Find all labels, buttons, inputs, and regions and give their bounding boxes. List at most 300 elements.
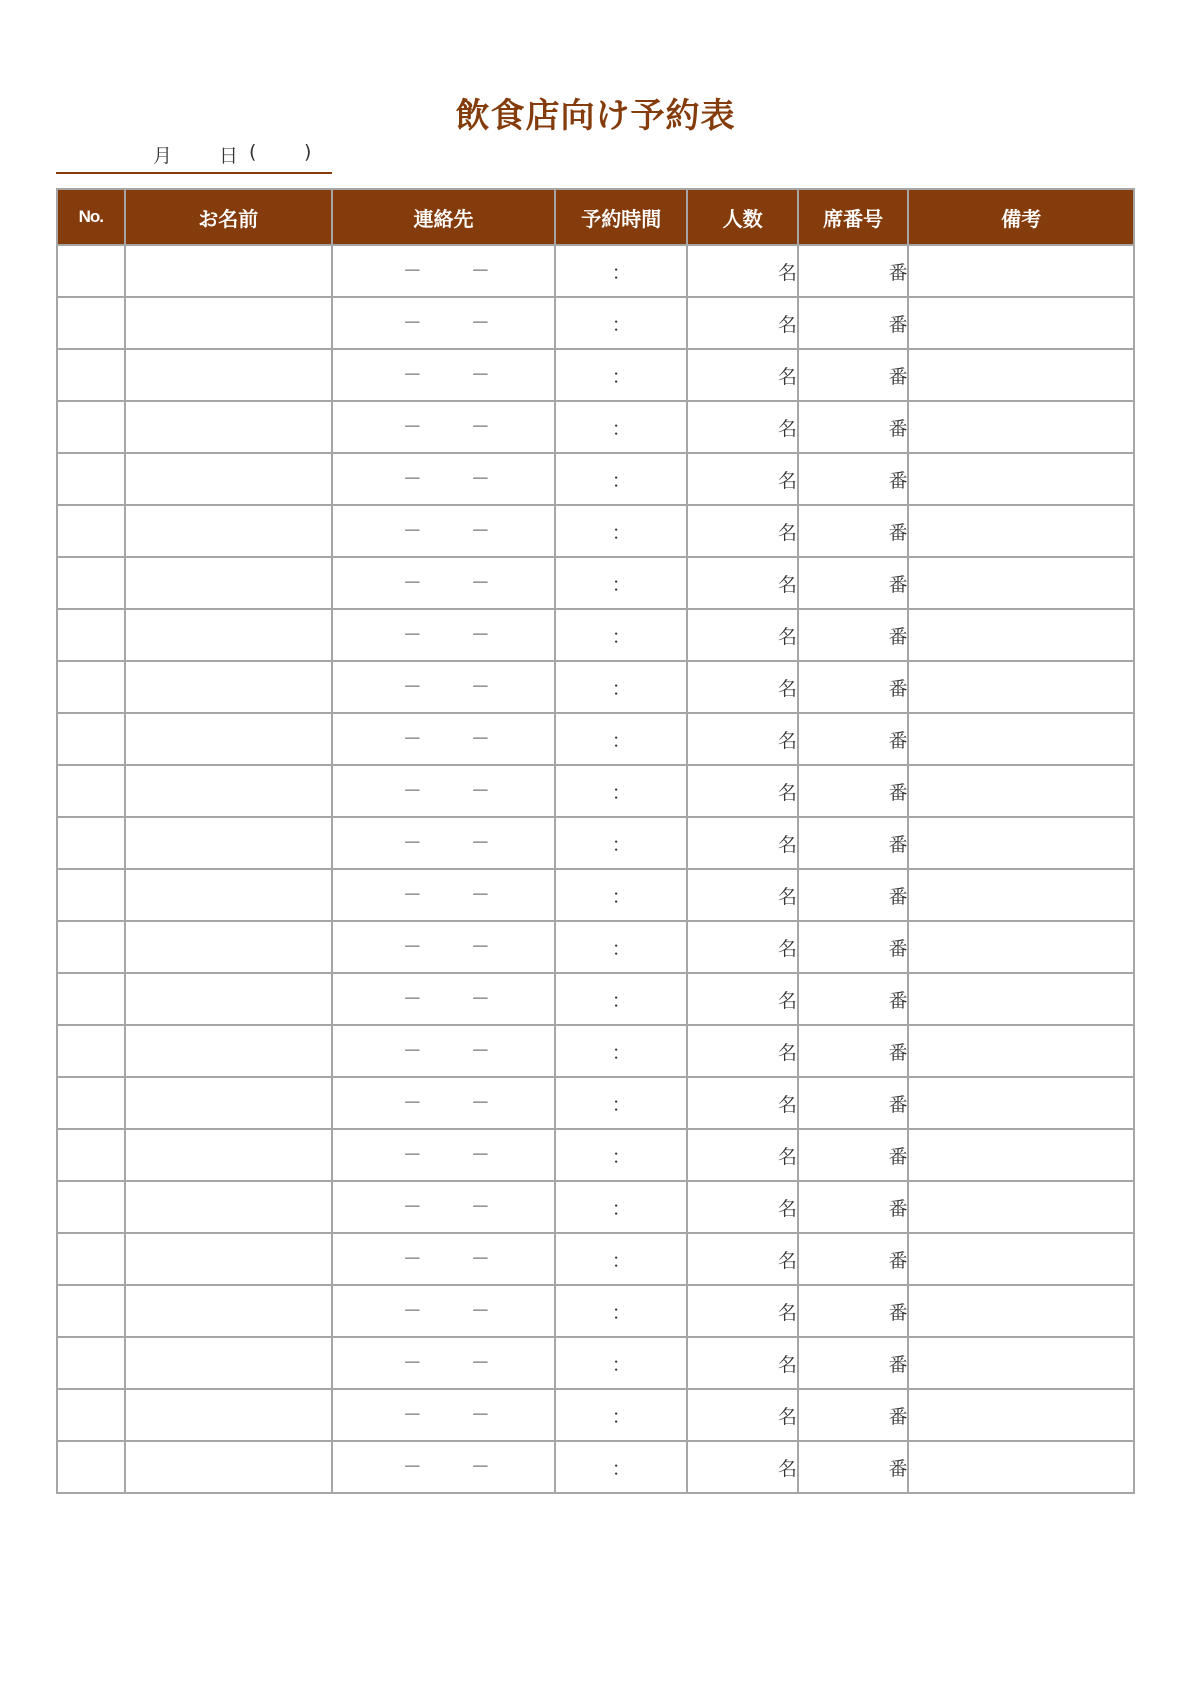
cell-name[interactable] bbox=[125, 505, 332, 557]
cell-notes[interactable] bbox=[908, 401, 1134, 453]
phone-separator: － bbox=[402, 780, 422, 803]
cell-notes[interactable] bbox=[908, 1441, 1134, 1493]
cell-no[interactable] bbox=[57, 661, 125, 713]
cell-seat[interactable] bbox=[798, 1077, 909, 1129]
seat-unit: 番 bbox=[888, 677, 908, 700]
table-row bbox=[57, 1389, 1134, 1441]
cell-notes[interactable] bbox=[908, 1285, 1134, 1337]
cell-people[interactable] bbox=[687, 401, 798, 453]
cell-name[interactable] bbox=[125, 245, 332, 297]
cell-time[interactable] bbox=[555, 505, 687, 557]
seat-unit: 番 bbox=[888, 833, 908, 856]
cell-seat[interactable] bbox=[798, 609, 909, 661]
cell-name[interactable] bbox=[125, 297, 332, 349]
table-row bbox=[57, 1285, 1134, 1337]
cell-notes[interactable] bbox=[908, 869, 1134, 921]
phone-separator: － bbox=[402, 1248, 422, 1271]
weekday-paren-open: ( bbox=[249, 141, 257, 163]
cell-name[interactable] bbox=[125, 557, 332, 609]
cell-notes[interactable] bbox=[908, 245, 1134, 297]
cell-no[interactable] bbox=[57, 869, 125, 921]
cell-people[interactable] bbox=[687, 557, 798, 609]
cell-seat[interactable] bbox=[798, 1233, 909, 1285]
phone-field bbox=[333, 818, 554, 868]
cell-time[interactable] bbox=[555, 557, 687, 609]
cell-people[interactable] bbox=[687, 1129, 798, 1181]
people-unit: 名 bbox=[777, 1405, 797, 1428]
seat-unit: 番 bbox=[888, 1041, 908, 1064]
cell-seat[interactable] bbox=[798, 453, 909, 505]
seat-unit: 番 bbox=[888, 937, 908, 960]
phone-separator: － bbox=[470, 468, 490, 491]
cell-contact[interactable] bbox=[332, 349, 555, 401]
table-row bbox=[57, 505, 1134, 557]
cell-contact[interactable] bbox=[332, 661, 555, 713]
phone-field bbox=[333, 558, 554, 608]
weekday-paren-close: ) bbox=[304, 141, 312, 163]
cell-no[interactable] bbox=[57, 713, 125, 765]
seat-unit: 番 bbox=[888, 1249, 908, 1272]
time-separator: ： bbox=[611, 313, 631, 336]
time-separator: ： bbox=[611, 677, 631, 700]
time-separator: ： bbox=[611, 1457, 631, 1480]
cell-name[interactable] bbox=[125, 609, 332, 661]
phone-separator: － bbox=[470, 1092, 490, 1115]
people-unit: 名 bbox=[777, 365, 797, 388]
phone-separator: － bbox=[402, 624, 422, 647]
cell-time[interactable] bbox=[555, 1129, 687, 1181]
cell-contact[interactable] bbox=[332, 297, 555, 349]
cell-name[interactable] bbox=[125, 869, 332, 921]
cell-name[interactable] bbox=[125, 973, 332, 1025]
phone-separator: － bbox=[402, 416, 422, 439]
cell-no[interactable] bbox=[57, 609, 125, 661]
cell-contact[interactable] bbox=[332, 1077, 555, 1129]
cell-name[interactable] bbox=[125, 921, 332, 973]
cell-no[interactable] bbox=[57, 557, 125, 609]
phone-separator: － bbox=[402, 364, 422, 387]
cell-people[interactable] bbox=[687, 1389, 798, 1441]
cell-contact[interactable] bbox=[332, 1441, 555, 1493]
time-separator: ： bbox=[611, 261, 631, 284]
phone-separator: － bbox=[402, 1144, 422, 1167]
cell-time[interactable] bbox=[555, 401, 687, 453]
cell-name[interactable] bbox=[125, 817, 332, 869]
seat-unit: 番 bbox=[888, 1301, 908, 1324]
cell-contact[interactable] bbox=[332, 817, 555, 869]
cell-people[interactable] bbox=[687, 869, 798, 921]
cell-no[interactable] bbox=[57, 765, 125, 817]
cell-time[interactable] bbox=[555, 1441, 687, 1493]
phone-separator: － bbox=[470, 572, 490, 595]
cell-time[interactable] bbox=[555, 609, 687, 661]
cell-contact[interactable] bbox=[332, 245, 555, 297]
people-unit: 名 bbox=[777, 573, 797, 596]
seat-unit: 番 bbox=[888, 313, 908, 336]
header-no: No. bbox=[57, 189, 125, 245]
cell-no[interactable] bbox=[57, 1441, 125, 1493]
cell-seat[interactable] bbox=[798, 401, 909, 453]
time-separator: ： bbox=[611, 521, 631, 544]
table-row bbox=[57, 1337, 1134, 1389]
cell-name[interactable] bbox=[125, 349, 332, 401]
cell-contact[interactable] bbox=[332, 1129, 555, 1181]
phone-separator: － bbox=[470, 1300, 490, 1323]
phone-field bbox=[333, 1234, 554, 1284]
cell-contact[interactable] bbox=[332, 453, 555, 505]
people-unit: 名 bbox=[777, 1197, 797, 1220]
cell-no[interactable] bbox=[57, 1025, 125, 1077]
cell-contact[interactable] bbox=[332, 1233, 555, 1285]
cell-people[interactable] bbox=[687, 1337, 798, 1389]
phone-field bbox=[333, 1338, 554, 1388]
cell-time[interactable] bbox=[555, 245, 687, 297]
cell-contact[interactable] bbox=[332, 401, 555, 453]
people-unit: 名 bbox=[777, 937, 797, 960]
time-separator: ： bbox=[611, 573, 631, 596]
time-separator: ： bbox=[611, 1249, 631, 1272]
phone-field bbox=[333, 1286, 554, 1336]
people-unit: 名 bbox=[777, 1093, 797, 1116]
cell-no[interactable] bbox=[57, 453, 125, 505]
cell-seat[interactable] bbox=[798, 297, 909, 349]
cell-time[interactable] bbox=[555, 453, 687, 505]
cell-contact[interactable] bbox=[332, 1181, 555, 1233]
cell-no[interactable] bbox=[57, 505, 125, 557]
cell-notes[interactable] bbox=[908, 921, 1134, 973]
phone-separator: － bbox=[402, 832, 422, 855]
phone-separator: － bbox=[470, 1196, 490, 1219]
cell-time[interactable] bbox=[555, 765, 687, 817]
time-separator: ： bbox=[611, 729, 631, 752]
cell-time[interactable] bbox=[555, 1181, 687, 1233]
cell-time[interactable] bbox=[555, 1337, 687, 1389]
cell-name[interactable] bbox=[125, 1441, 332, 1493]
phone-field bbox=[333, 454, 554, 504]
cell-name[interactable] bbox=[125, 1025, 332, 1077]
cell-no[interactable] bbox=[57, 1285, 125, 1337]
cell-time[interactable] bbox=[555, 1233, 687, 1285]
people-unit: 名 bbox=[777, 521, 797, 544]
seat-unit: 番 bbox=[888, 261, 908, 284]
cell-people[interactable] bbox=[687, 973, 798, 1025]
phone-separator: － bbox=[402, 728, 422, 751]
time-separator: ： bbox=[611, 1353, 631, 1376]
cell-contact[interactable] bbox=[332, 505, 555, 557]
cell-seat[interactable] bbox=[798, 1025, 909, 1077]
time-separator: ： bbox=[611, 1145, 631, 1168]
header-seat: 席番号 bbox=[798, 189, 909, 245]
time-separator: ： bbox=[611, 417, 631, 440]
cell-name[interactable] bbox=[125, 453, 332, 505]
time-separator: ： bbox=[611, 781, 631, 804]
cell-notes[interactable] bbox=[908, 297, 1134, 349]
cell-contact[interactable] bbox=[332, 921, 555, 973]
cell-seat[interactable] bbox=[798, 661, 909, 713]
cell-time[interactable] bbox=[555, 713, 687, 765]
cell-contact[interactable] bbox=[332, 765, 555, 817]
cell-time[interactable] bbox=[555, 661, 687, 713]
phone-field bbox=[333, 1026, 554, 1076]
cell-notes[interactable] bbox=[908, 609, 1134, 661]
phone-separator: － bbox=[470, 936, 490, 959]
phone-separator: － bbox=[402, 312, 422, 335]
cell-time[interactable] bbox=[555, 349, 687, 401]
cell-name[interactable] bbox=[125, 713, 332, 765]
seat-unit: 番 bbox=[888, 625, 908, 648]
phone-separator: － bbox=[470, 416, 490, 439]
cell-no[interactable] bbox=[57, 973, 125, 1025]
people-unit: 名 bbox=[777, 729, 797, 752]
cell-people[interactable] bbox=[687, 505, 798, 557]
cell-people[interactable] bbox=[687, 1181, 798, 1233]
phone-field bbox=[333, 974, 554, 1024]
phone-separator: － bbox=[470, 312, 490, 335]
reservation-table bbox=[56, 188, 1135, 1494]
cell-notes[interactable] bbox=[908, 973, 1134, 1025]
cell-seat[interactable] bbox=[798, 869, 909, 921]
seat-unit: 番 bbox=[888, 989, 908, 1012]
phone-field bbox=[333, 1442, 554, 1492]
phone-field bbox=[333, 662, 554, 712]
cell-no[interactable] bbox=[57, 245, 125, 297]
cell-no[interactable] bbox=[57, 1389, 125, 1441]
seat-unit: 番 bbox=[888, 729, 908, 752]
cell-no[interactable] bbox=[57, 921, 125, 973]
phone-separator: － bbox=[402, 572, 422, 595]
cell-time[interactable] bbox=[555, 817, 687, 869]
table-row bbox=[57, 557, 1134, 609]
cell-name[interactable] bbox=[125, 1129, 332, 1181]
cell-seat[interactable] bbox=[798, 817, 909, 869]
cell-seat[interactable] bbox=[798, 1389, 909, 1441]
cell-name[interactable] bbox=[125, 765, 332, 817]
cell-contact[interactable] bbox=[332, 1389, 555, 1441]
time-separator: ： bbox=[611, 365, 631, 388]
cell-notes[interactable] bbox=[908, 1129, 1134, 1181]
table-row bbox=[57, 1441, 1134, 1493]
cell-people[interactable] bbox=[687, 1285, 798, 1337]
table-row bbox=[57, 609, 1134, 661]
time-separator: ： bbox=[611, 469, 631, 492]
phone-field bbox=[333, 506, 554, 556]
phone-separator: － bbox=[402, 1404, 422, 1427]
cell-seat[interactable] bbox=[798, 1181, 909, 1233]
cell-time[interactable] bbox=[555, 1025, 687, 1077]
seat-unit: 番 bbox=[888, 1093, 908, 1116]
cell-time[interactable] bbox=[555, 973, 687, 1025]
cell-contact[interactable] bbox=[332, 1025, 555, 1077]
phone-field bbox=[333, 1390, 554, 1440]
table-row bbox=[57, 349, 1134, 401]
cell-people[interactable] bbox=[687, 1233, 798, 1285]
cell-people[interactable] bbox=[687, 1077, 798, 1129]
cell-time[interactable] bbox=[555, 869, 687, 921]
table-row bbox=[57, 1025, 1134, 1077]
cell-people[interactable] bbox=[687, 349, 798, 401]
phone-separator: － bbox=[470, 624, 490, 647]
table-row bbox=[57, 765, 1134, 817]
seat-unit: 番 bbox=[888, 521, 908, 544]
cell-contact[interactable] bbox=[332, 973, 555, 1025]
cell-people[interactable] bbox=[687, 1441, 798, 1493]
cell-seat[interactable] bbox=[798, 245, 909, 297]
time-separator: ： bbox=[611, 1041, 631, 1064]
cell-time[interactable] bbox=[555, 1285, 687, 1337]
phone-field bbox=[333, 610, 554, 660]
cell-contact[interactable] bbox=[332, 557, 555, 609]
phone-separator: － bbox=[402, 520, 422, 543]
time-separator: ： bbox=[611, 1197, 631, 1220]
cell-no[interactable] bbox=[57, 1337, 125, 1389]
cell-notes[interactable] bbox=[908, 1025, 1134, 1077]
cell-contact[interactable] bbox=[332, 1285, 555, 1337]
cell-people[interactable] bbox=[687, 817, 798, 869]
cell-seat[interactable] bbox=[798, 349, 909, 401]
cell-name[interactable] bbox=[125, 1181, 332, 1233]
cell-no[interactable] bbox=[57, 1181, 125, 1233]
phone-separator: － bbox=[402, 468, 422, 491]
cell-seat[interactable] bbox=[798, 713, 909, 765]
people-unit: 名 bbox=[777, 833, 797, 856]
people-unit: 名 bbox=[777, 313, 797, 336]
seat-unit: 番 bbox=[888, 1145, 908, 1168]
table-row bbox=[57, 1129, 1134, 1181]
cell-notes[interactable] bbox=[908, 765, 1134, 817]
cell-notes[interactable] bbox=[908, 1233, 1134, 1285]
cell-seat[interactable] bbox=[798, 1337, 909, 1389]
phone-separator: － bbox=[402, 1456, 422, 1479]
table-row bbox=[57, 453, 1134, 505]
phone-field bbox=[333, 1078, 554, 1128]
cell-name[interactable] bbox=[125, 1337, 332, 1389]
cell-notes[interactable] bbox=[908, 505, 1134, 557]
cell-notes[interactable] bbox=[908, 1077, 1134, 1129]
cell-seat[interactable] bbox=[798, 1285, 909, 1337]
cell-people[interactable] bbox=[687, 921, 798, 973]
cell-time[interactable] bbox=[555, 921, 687, 973]
cell-name[interactable] bbox=[125, 1233, 332, 1285]
header-row bbox=[57, 189, 1134, 245]
cell-notes[interactable] bbox=[908, 817, 1134, 869]
cell-contact[interactable] bbox=[332, 1337, 555, 1389]
phone-separator: － bbox=[470, 884, 490, 907]
cell-contact[interactable] bbox=[332, 609, 555, 661]
cell-seat[interactable] bbox=[798, 1441, 909, 1493]
phone-separator: － bbox=[470, 364, 490, 387]
cell-time[interactable] bbox=[555, 1389, 687, 1441]
seat-unit: 番 bbox=[888, 1197, 908, 1220]
cell-no[interactable] bbox=[57, 1129, 125, 1181]
cell-notes[interactable] bbox=[908, 1181, 1134, 1233]
cell-people[interactable] bbox=[687, 245, 798, 297]
cell-people[interactable] bbox=[687, 765, 798, 817]
table-row bbox=[57, 713, 1134, 765]
date-field[interactable] bbox=[56, 138, 332, 174]
phone-field bbox=[333, 922, 554, 972]
phone-separator: － bbox=[470, 260, 490, 283]
phone-separator: － bbox=[470, 676, 490, 699]
header-name: お名前 bbox=[125, 189, 332, 245]
cell-notes[interactable] bbox=[908, 661, 1134, 713]
cell-seat[interactable] bbox=[798, 557, 909, 609]
cell-no[interactable] bbox=[57, 349, 125, 401]
people-unit: 名 bbox=[777, 1301, 797, 1324]
cell-contact[interactable] bbox=[332, 869, 555, 921]
phone-separator: － bbox=[402, 1352, 422, 1375]
cell-no[interactable] bbox=[57, 1233, 125, 1285]
cell-no[interactable] bbox=[57, 1077, 125, 1129]
seat-unit: 番 bbox=[888, 573, 908, 596]
phone-separator: － bbox=[402, 1040, 422, 1063]
cell-people[interactable] bbox=[687, 1025, 798, 1077]
people-unit: 名 bbox=[777, 1145, 797, 1168]
page-title: 飲食店向け予約表 bbox=[455, 96, 736, 136]
cell-notes[interactable] bbox=[908, 349, 1134, 401]
header-people: 人数 bbox=[687, 189, 798, 245]
cell-no[interactable] bbox=[57, 401, 125, 453]
table-row bbox=[57, 1181, 1134, 1233]
cell-notes[interactable] bbox=[908, 453, 1134, 505]
phone-separator: － bbox=[470, 988, 490, 1011]
cell-name[interactable] bbox=[125, 401, 332, 453]
cell-contact[interactable] bbox=[332, 713, 555, 765]
cell-time[interactable] bbox=[555, 1077, 687, 1129]
phone-separator: － bbox=[470, 832, 490, 855]
time-separator: ： bbox=[611, 1405, 631, 1428]
cell-time[interactable] bbox=[555, 297, 687, 349]
phone-separator: － bbox=[470, 1040, 490, 1063]
seat-unit: 番 bbox=[888, 1457, 908, 1480]
cell-people[interactable] bbox=[687, 297, 798, 349]
cell-no[interactable] bbox=[57, 297, 125, 349]
cell-people[interactable] bbox=[687, 661, 798, 713]
time-separator: ： bbox=[611, 937, 631, 960]
cell-notes[interactable] bbox=[908, 1337, 1134, 1389]
cell-notes[interactable] bbox=[908, 557, 1134, 609]
people-unit: 名 bbox=[777, 1041, 797, 1064]
cell-seat[interactable] bbox=[798, 1129, 909, 1181]
cell-notes[interactable] bbox=[908, 713, 1134, 765]
phone-separator: － bbox=[470, 1352, 490, 1375]
cell-name[interactable] bbox=[125, 1077, 332, 1129]
cell-people[interactable] bbox=[687, 713, 798, 765]
cell-seat[interactable] bbox=[798, 765, 909, 817]
cell-people[interactable] bbox=[687, 453, 798, 505]
people-unit: 名 bbox=[777, 417, 797, 440]
cell-name[interactable] bbox=[125, 1389, 332, 1441]
people-unit: 名 bbox=[777, 885, 797, 908]
date-month-label: 月 bbox=[153, 145, 173, 167]
cell-seat[interactable] bbox=[798, 505, 909, 557]
phone-separator: － bbox=[402, 884, 422, 907]
cell-seat[interactable] bbox=[798, 973, 909, 1025]
cell-seat[interactable] bbox=[798, 921, 909, 973]
phone-field bbox=[333, 1182, 554, 1232]
cell-name[interactable] bbox=[125, 1285, 332, 1337]
cell-no[interactable] bbox=[57, 817, 125, 869]
time-separator: ： bbox=[611, 1093, 631, 1116]
table-row bbox=[57, 817, 1134, 869]
time-separator: ： bbox=[611, 625, 631, 648]
cell-people[interactable] bbox=[687, 609, 798, 661]
cell-name[interactable] bbox=[125, 661, 332, 713]
phone-separator: － bbox=[470, 1404, 490, 1427]
phone-field bbox=[333, 350, 554, 400]
cell-notes[interactable] bbox=[908, 1389, 1134, 1441]
people-unit: 名 bbox=[777, 469, 797, 492]
phone-field bbox=[333, 870, 554, 920]
